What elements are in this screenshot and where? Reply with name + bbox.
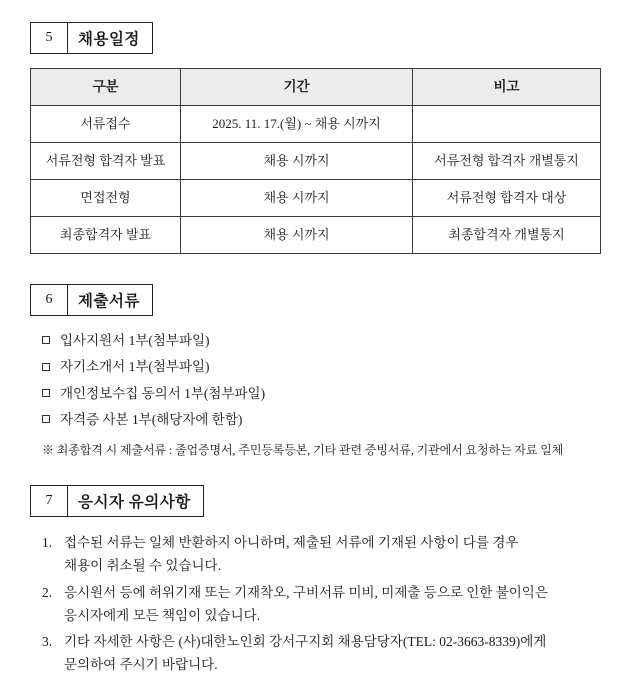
list-item-line1: 응시원서 등에 허위기재 또는 기재착오, 구비서류 미비, 미제출 등으로 인한 불이익은 <box>64 584 548 600</box>
list-item-label: 자격증 사본 1부(해당자에 한함) <box>60 411 243 427</box>
section-title: 채용일정 <box>78 31 140 48</box>
list-item-line2: 문의하여 주시기 바랍니다. <box>64 657 218 673</box>
list-item <box>42 381 600 407</box>
cell-category: 서류접수 <box>31 106 181 143</box>
cell-remarks: 서류전형 합격자 대상 <box>413 180 601 217</box>
table-row <box>31 217 601 254</box>
list-item <box>42 531 600 577</box>
list-item-label: 입사지원서 1부(첨부파일) <box>60 333 210 348</box>
square-bullet-icon <box>42 415 50 423</box>
notices-list <box>28 531 600 676</box>
table-row <box>31 143 601 180</box>
table-row <box>31 106 601 143</box>
list-item-label: 개인정보수집 동의서 1부(첨부파일) <box>60 385 266 401</box>
list-item-index: 2. <box>42 584 53 600</box>
documents-list <box>28 328 600 433</box>
list-item-line1: 기타 자세한 사항은 (사)대한노인회 강서구지회 채용담당자(TEL: 02-3663-8339)에게 <box>64 634 547 650</box>
cell-period: 채용 시까지 <box>181 217 413 254</box>
section-spacer <box>28 254 600 284</box>
cell-category: 면접전형 <box>31 180 181 217</box>
cell-period: 채용 시까지 <box>181 143 413 180</box>
cell-category: 서류전형 합격자 발표 <box>31 143 181 180</box>
column-header-category: 구분 <box>31 69 181 106</box>
cell-period: 2025. 11. 17.(월) ~ 채용 시까지 <box>181 106 413 143</box>
section-title: 응시자 유의사항 <box>78 494 191 512</box>
section-heading-notices <box>30 485 204 517</box>
section-title: 제출서류 <box>78 293 140 310</box>
list-item-line2: 응시자에게 모든 책임이 있습니다. <box>64 607 261 623</box>
list-item <box>42 328 600 354</box>
column-header-remarks: 비고 <box>413 69 601 106</box>
square-bullet-icon <box>42 336 50 344</box>
section-number: 7 <box>31 486 68 516</box>
section-heading-schedule <box>30 22 153 54</box>
list-item <box>42 581 600 627</box>
section-number: 6 <box>31 285 68 315</box>
list-item-index: 3. <box>42 634 53 650</box>
square-bullet-icon <box>42 389 50 397</box>
cell-category: 최종합격자 발표 <box>31 217 181 254</box>
section-number: 5 <box>31 23 68 53</box>
section-heading-documents <box>30 284 153 316</box>
table-header-row <box>31 69 601 106</box>
documents-note: ※ 최종합격 시 제출서류 : 졸업증명서, 주민등록등본, 기타 관련 증빙서류, 기관에서 요청하는 자료 일체 <box>42 443 564 458</box>
column-header-period: 기간 <box>181 69 413 106</box>
list-item-index: 1. <box>42 535 53 551</box>
cell-remarks <box>413 106 601 143</box>
list-item-line1: 접수된 서류는 일체 반환하지 아니하며, 제출된 서류에 기재된 사항이 다를 경우 <box>64 535 519 551</box>
cell-period: 채용 시까지 <box>181 180 413 217</box>
list-item-line2: 채용이 취소될 수 있습니다. <box>64 558 221 574</box>
cell-remarks: 서류전형 합격자 개별통지 <box>413 143 601 180</box>
schedule-table <box>30 68 601 254</box>
square-bullet-icon <box>42 363 50 371</box>
list-item <box>42 630 600 676</box>
list-item-label: 자기소개서 1부(첨부파일) <box>60 359 210 375</box>
table-row <box>31 180 601 217</box>
list-item <box>42 354 600 380</box>
cell-remarks: 최종합격자 개별통지 <box>413 217 601 254</box>
list-item <box>42 407 600 433</box>
section-spacer <box>28 459 600 485</box>
